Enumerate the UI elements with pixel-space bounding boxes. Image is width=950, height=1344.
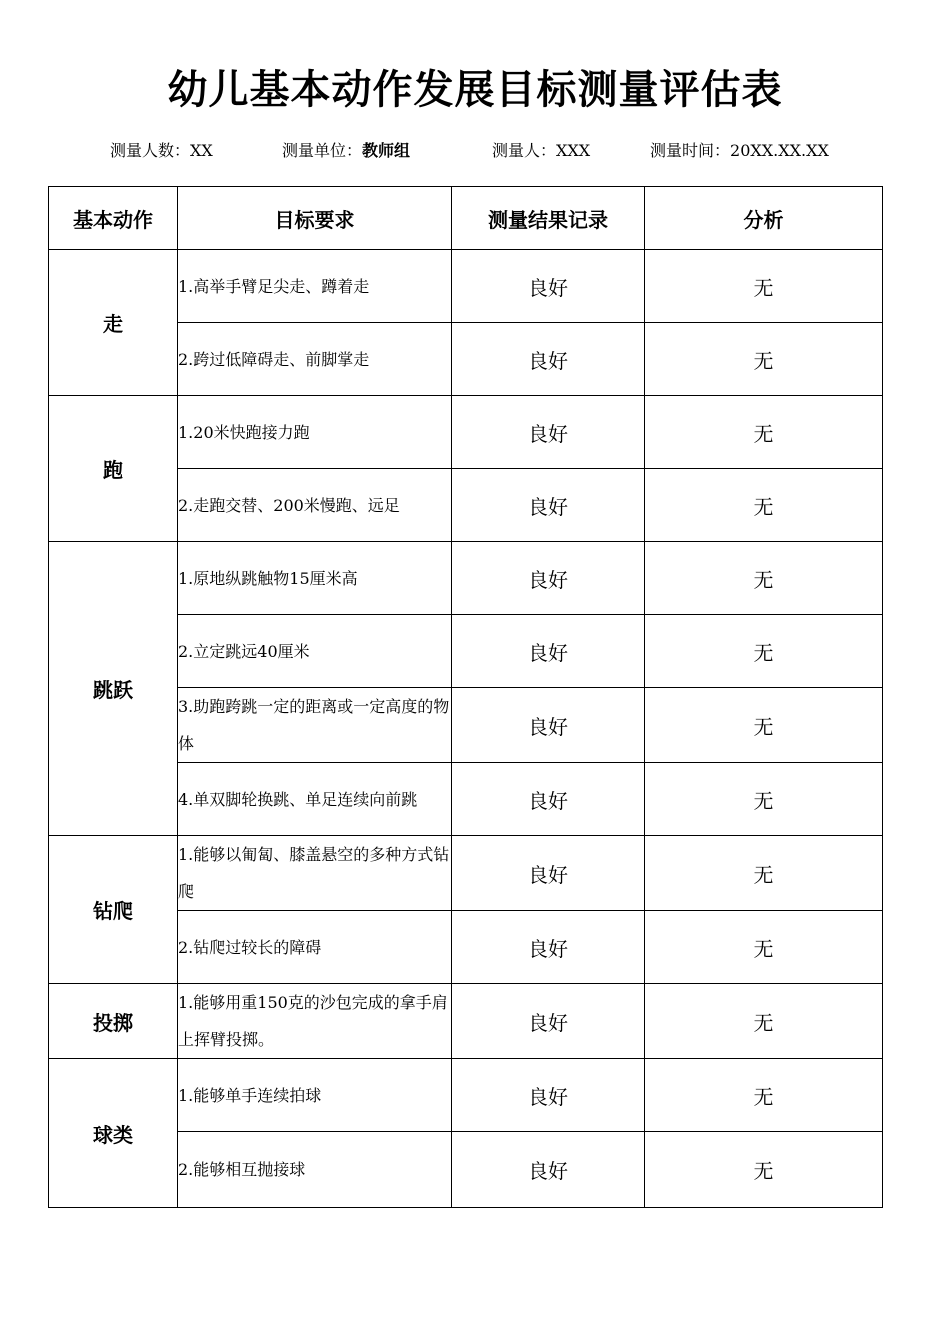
page-title: 幼儿基本动作发展目标测量评估表 [167, 67, 783, 113]
result-cell: 良好 [452, 542, 645, 615]
header-result: 测量结果记录 [452, 187, 645, 250]
analysis-cell: 无 [645, 911, 883, 984]
count-field [110, 138, 213, 164]
goal-cell: 2.钻爬过较长的障碍 [178, 911, 452, 984]
count-label: 测量人数： [110, 141, 191, 160]
action-cell: 跳跃 [49, 542, 178, 836]
person-field [492, 138, 590, 164]
goal-cell: 1.能够单手连续拍球 [178, 1059, 452, 1132]
analysis-cell: 无 [645, 615, 883, 688]
result-cell: 良好 [452, 469, 645, 542]
table-row [49, 542, 883, 615]
person-label: 测量人： [492, 141, 557, 160]
analysis-cell: 无 [645, 323, 883, 396]
unit-field [282, 138, 410, 164]
goal-cell: 3.助跑跨跳一定的距离或一定高度的物体 [178, 688, 452, 763]
goal-cell: 1.能够以匍匐、膝盖悬空的多种方式钻爬 [178, 836, 452, 911]
goal-cell: 1.20米快跑接力跑 [178, 396, 452, 469]
header-goal: 目标要求 [178, 187, 452, 250]
result-cell: 良好 [452, 1059, 645, 1132]
assessment-table [48, 186, 883, 1208]
time-label: 测量时间： [650, 141, 731, 160]
table-row [49, 984, 883, 1059]
analysis-cell: 无 [645, 469, 883, 542]
analysis-cell: 无 [645, 250, 883, 323]
table-row [49, 836, 883, 911]
table-row [49, 1059, 883, 1132]
header-action: 基本动作 [49, 187, 178, 250]
analysis-cell: 无 [645, 984, 883, 1059]
action-cell: 走 [49, 250, 178, 396]
result-cell: 良好 [452, 323, 645, 396]
unit-value: 教师组 [362, 141, 411, 160]
analysis-cell: 无 [645, 542, 883, 615]
result-cell: 良好 [452, 763, 645, 836]
analysis-cell: 无 [645, 1132, 883, 1208]
action-cell: 钻爬 [49, 836, 178, 984]
action-cell: 球类 [49, 1059, 178, 1208]
measurement-info [0, 138, 950, 164]
result-cell: 良好 [452, 688, 645, 763]
result-cell: 良好 [452, 396, 645, 469]
result-cell: 良好 [452, 1132, 645, 1208]
goal-cell: 1.原地纵跳触物15厘米高 [178, 542, 452, 615]
result-cell: 良好 [452, 911, 645, 984]
table-row [49, 396, 883, 469]
goal-cell: 2.走跑交替、200米慢跑、远足 [178, 469, 452, 542]
goal-cell: 4.单双脚轮换跳、单足连续向前跳 [178, 763, 452, 836]
analysis-cell: 无 [645, 763, 883, 836]
goal-cell: 2.能够相互抛接球 [178, 1132, 452, 1208]
action-cell: 跑 [49, 396, 178, 542]
result-cell: 良好 [452, 615, 645, 688]
goal-cell: 2.立定跳远40厘米 [178, 615, 452, 688]
time-value: 20XX.XX.XX [730, 141, 829, 160]
time-field [650, 138, 829, 164]
analysis-cell: 无 [645, 396, 883, 469]
result-cell: 良好 [452, 836, 645, 911]
table-header-row [49, 187, 883, 250]
goal-cell: 1.高举手臂足尖走、蹲着走 [178, 250, 452, 323]
goal-cell: 1.能够用重150克的沙包完成的拿手肩上挥臂投掷。 [178, 984, 452, 1059]
table-row [49, 250, 883, 323]
unit-label: 测量单位： [282, 141, 363, 160]
analysis-cell: 无 [645, 688, 883, 763]
result-cell: 良好 [452, 250, 645, 323]
header-analysis: 分析 [645, 187, 883, 250]
action-cell: 投掷 [49, 984, 178, 1059]
count-value: XX [190, 141, 213, 160]
analysis-cell: 无 [645, 1059, 883, 1132]
goal-cell: 2.跨过低障碍走、前脚掌走 [178, 323, 452, 396]
result-cell: 良好 [452, 984, 645, 1059]
analysis-cell: 无 [645, 836, 883, 911]
person-value: XXX [556, 141, 591, 160]
